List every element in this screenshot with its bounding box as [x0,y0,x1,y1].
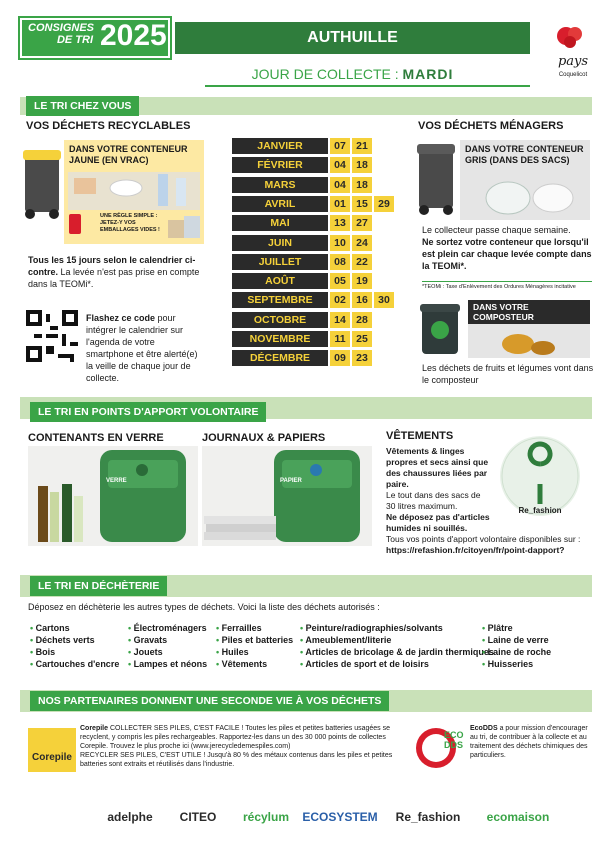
decheterie-list-2 [128,622,207,670]
ecodds-logo: ECO DDS [414,724,466,772]
recyclables-title: VOS DÉCHETS RECYCLABLES [26,120,191,132]
decheterie-item: • Électroménagers [128,622,207,634]
decheterie-item: • Laine de verre [482,634,551,646]
calendar-day: 01 [330,196,350,212]
corepile-logo: Corepile [28,728,76,772]
grey-bin-icon [416,140,456,216]
commune-banner [175,22,530,54]
decheterie-item: • Articles de bricolage & de jardin thermiques [300,646,494,658]
calendar-month: DÉCEMBRE [232,350,328,366]
papier-title: JOURNAUX & PAPIERS [202,432,326,444]
decheterie-item: • Gravats [128,634,207,646]
decheterie-item: • Cartouches d'encre [30,658,119,670]
simple-rule: UNE RÈGLE SIMPLE : JETEZ-Y VOS EMBALLAGES VIDES ! [100,213,160,233]
calendar-day: 02 [330,292,350,308]
yellow-bin-icon [22,148,62,220]
calendar-month: JANVIER [232,138,328,154]
calendar-month: MAI [232,215,328,231]
grey-bin-caption: DANS VOTRE CONTENEUR GRIS (DANS DES SACS) [465,144,584,165]
teomi-note: *TEOMi : Taxe d'Enlèvement des Ordures Ménagères incitative [422,281,592,290]
calendar-month: AVRIL [232,196,328,212]
decheterie-item: • Huiles [216,646,293,658]
calendar-day: 22 [352,254,372,270]
calendar-day: 30 [374,292,394,308]
partner-logos [28,794,598,842]
calendar-month: JUILLET [232,254,328,270]
calendar-day: 08 [330,254,350,270]
calendar-day: 07 [330,138,350,154]
can-icon [68,212,82,236]
decheterie-item: • Peinture/radiographies/solvants [300,622,494,634]
compost-text: Les déchets de fruits et légumes vont dans le composteur [422,363,594,385]
menagers-title: VOS DÉCHETS MÉNAGERS [418,120,564,132]
section-title-decheterie: LE TRI EN DÉCHÈTERIE [30,576,167,596]
compost-caption: DANS VOTRE COMPOSTEUR [468,300,590,324]
papier-bin-label: PAPIER [280,478,302,484]
calendar-day: 13 [330,215,350,231]
decheterie-item: • Vêtements [216,658,293,670]
section-title-partenaires: NOS PARTENAIRES DONNENT UNE SECONDE VIE À VOS DÉCHETS [30,691,389,711]
decheterie-item: • Bois [30,646,119,658]
calendar-day: 04 [330,157,350,173]
decheterie-list-4 [300,622,494,670]
decheterie-intro: Déposez en déchèterie les autres types de déchets. Voici la liste des déchets autorisés : [28,602,380,612]
menagers-text: Le collecteur passe chaque semaine. Ne sortez votre conteneur que lorsqu'il est plein car chaque levée compte dans la TEOMi*. [422,225,592,271]
decheterie-item: • Cartons [30,622,119,634]
grey-bin-box [460,140,590,220]
calendar-month: AOÛT [232,273,328,289]
boxes-icon [166,212,202,240]
decheterie-item: • Piles et batteries [216,634,293,646]
decheterie-list-5 [482,622,551,670]
partner-logo-4: Re_fashion [395,810,461,824]
recyclables-text: Tous les 15 jours selon le calendrier ci-contre. La levée n'est pas prise en compte dans la TEOMi*. [28,255,200,289]
verre-image [28,446,198,546]
partner-logo-1: CITEO [179,810,217,824]
composter-icon [418,300,462,356]
calendar-day: 28 [352,312,372,328]
vetements-title: VÊTEMENTS [386,430,454,442]
partner-logo-5: ecomaison [486,810,550,824]
decheterie-item: • Laine de roche [482,646,551,658]
decheterie-list-3 [216,622,293,670]
calendar-day: 29 [374,196,394,212]
year: 2025 [100,19,167,52]
ecodds-text: EcoDDS a pour mission d'encourager au tri, de contribuer à la collecte et au traitement des déchets chimiques des particuliers. [470,725,588,759]
calendar-day: 18 [352,157,372,173]
calendar-month: MARS [232,177,328,193]
vetements-text: Vêtements & linges propres et secs ainsi que des chaussures liées par paire. Le tout dans des sacs de 30 litres maximum. Ne déposez pas d'articles humides ni souillés. [386,446,490,533]
section-title-apport: LE TRI EN POINTS D'APPORT VOLONTAIRE [30,402,266,422]
decheterie-item: • Lampes et néons [128,658,207,670]
qr-code[interactable] [26,310,78,362]
packaging-image [68,172,200,210]
decheterie-item: • Plâtre [482,622,551,634]
calendar-day: 21 [352,138,372,154]
calendar-day: 25 [352,331,372,347]
corepile-text: Corepile COLLECTER SES PILES, C'EST FACILE ! Toutes les piles et petites batteries usagées se recyclent, y compris les piles rechargeables. Rapportez-les dans un des 30 000 points de collectes Corepile. Trouvez le plus proche ici (www.jerecycledemespiles.com) RECYCLER SES PILES, C'EST UTILE ! Jusqu'à 80 % des métaux contenus dans les piles et petites batteries sont extraits et réutilisés dans l'industrie. [80,725,393,768]
calendar-month: JUIN [232,235,328,251]
collection-day: JOUR DE COLLECTE : MARDI [251,66,454,82]
verre-bin-label: VERRE [106,478,127,484]
calendar-day: 05 [330,273,350,289]
consignes-label: CONSIGNES DE TRI [28,22,95,46]
decheterie-item: • Articles de sport et de loisirs [300,658,494,670]
partner-logo-0: adelphe [107,810,153,824]
refashion-url[interactable]: https://refashion.fr/citoyen/fr/point-dapport? [386,545,565,555]
papier-image [202,446,372,546]
calendar-day: 16 [352,292,372,308]
commune-name: AUTHUILLE [307,29,398,46]
decheterie-item: • Ferrailles [216,622,293,634]
decheterie-list-1 [30,622,119,670]
calendar-day: 18 [352,177,372,193]
calendar-day: 04 [330,177,350,193]
qr-instructions: Flashez ce code pour intégrer le calendrier sur l'agenda de votre smartphone et être alerté(e) la veille de chaque jour de collecte. [86,313,198,383]
calendar-day: 23 [352,350,372,366]
compost-box [468,300,590,358]
food-scraps-image [468,324,590,362]
refashion-logo: Re_fashion [494,434,586,522]
calendar-day: 09 [330,350,350,366]
decheterie-item: • Jouets [128,646,207,658]
divider [205,85,530,87]
decheterie-item: • Huisseries [482,658,551,670]
partner-logo-2: récylum [242,810,290,824]
calendar-day: 24 [352,235,372,251]
section-title-chez-vous: LE TRI CHEZ VOUS [26,96,139,116]
verre-title: CONTENANTS EN VERRE [28,432,164,444]
pays-logo: pays Coquelicot [540,20,598,90]
vetements-link-text: Tous vos points d'apport volontaire disponibles sur : https://refashion.fr/citoyen/fr/point-dapport? [386,534,592,556]
yellow-bin-caption: DANS VOTRE CONTENEUR JAUNE (EN VRAC) [69,144,188,165]
calendar-day: 10 [330,235,350,251]
calendar-month: OCTOBRE [232,312,328,328]
calendar-month: SEPTEMBRE [232,292,328,308]
partner-logo-3: ECOSYSTEM [302,810,378,824]
decheterie-item: • Ameublement/literie [300,634,494,646]
calendar-month: FÉVRIER [232,157,328,173]
calendar-day: 19 [352,273,372,289]
calendar-day: 15 [352,196,372,212]
calendar-day: 27 [352,215,372,231]
calendar-month: NOVEMBRE [232,331,328,347]
calendar-day: 14 [330,312,350,328]
decheterie-item: • Déchets verts [30,634,119,646]
calendar-day: 11 [330,331,350,347]
trash-bags-image [478,176,578,216]
